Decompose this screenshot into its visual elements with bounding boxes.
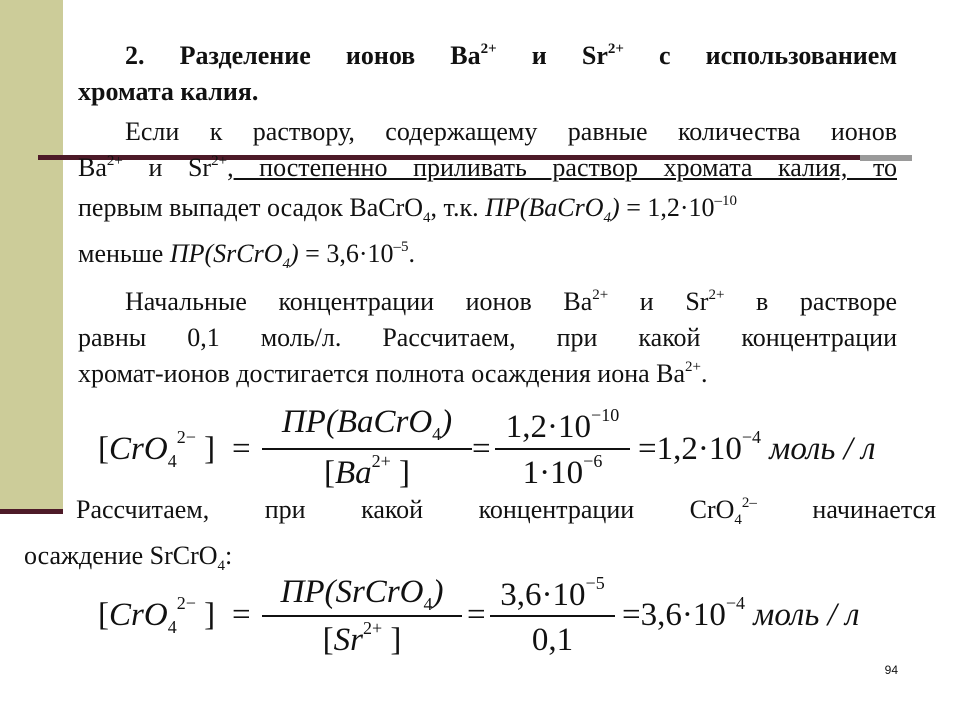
paragraph-2-line-3: хромат-ионов достигается полнота осаждения иона $Ba^{2+}$. xyxy=(78,359,708,388)
paragraph-2-line-1: Начальные концентрации ионов $Ba^{2+}$ и $Sr^{2+}$ в растворе xyxy=(125,287,897,316)
section-heading-line2: хромата калия. xyxy=(78,77,259,106)
mid-divider xyxy=(0,509,63,514)
paragraph-1-line-1: Если к раствору, содержащему равные количества ионов xyxy=(125,117,897,146)
left-accent-bar xyxy=(0,0,63,510)
paragraph-3-line-2: осаждение SrCrO$_4$: xyxy=(24,541,233,574)
paragraph-3-line-1: Рассчитаем, при какой концентрации CrO$_4^{2-}$ начинается xyxy=(76,495,936,528)
paragraph-1-line-4: меньше ПР(SrCrO$_4$) = $3,6\cdot 10^{-5}$. xyxy=(78,239,415,272)
paragraph-1-line-3: первым выпадет осадок BaCrO$_4$, т.к. ПР(BaCrO$_4$) = $1,2\cdot 10^{-10}$ xyxy=(78,193,738,226)
paragraph-2-line-2: равны 0,1 моль/л. Рассчитаем, при какой концентрации xyxy=(78,323,897,352)
paragraph-1-line-2: $Ba^{2+}$ и $Sr^{2+}$, постепенно приливать раствор хромата калия, то xyxy=(78,153,897,182)
section-heading: 2. Разделение ионов $Ba^{2+}$ и $Sr^{2+}$ с использованием xyxy=(125,41,898,70)
page-number: 94 xyxy=(884,663,898,677)
